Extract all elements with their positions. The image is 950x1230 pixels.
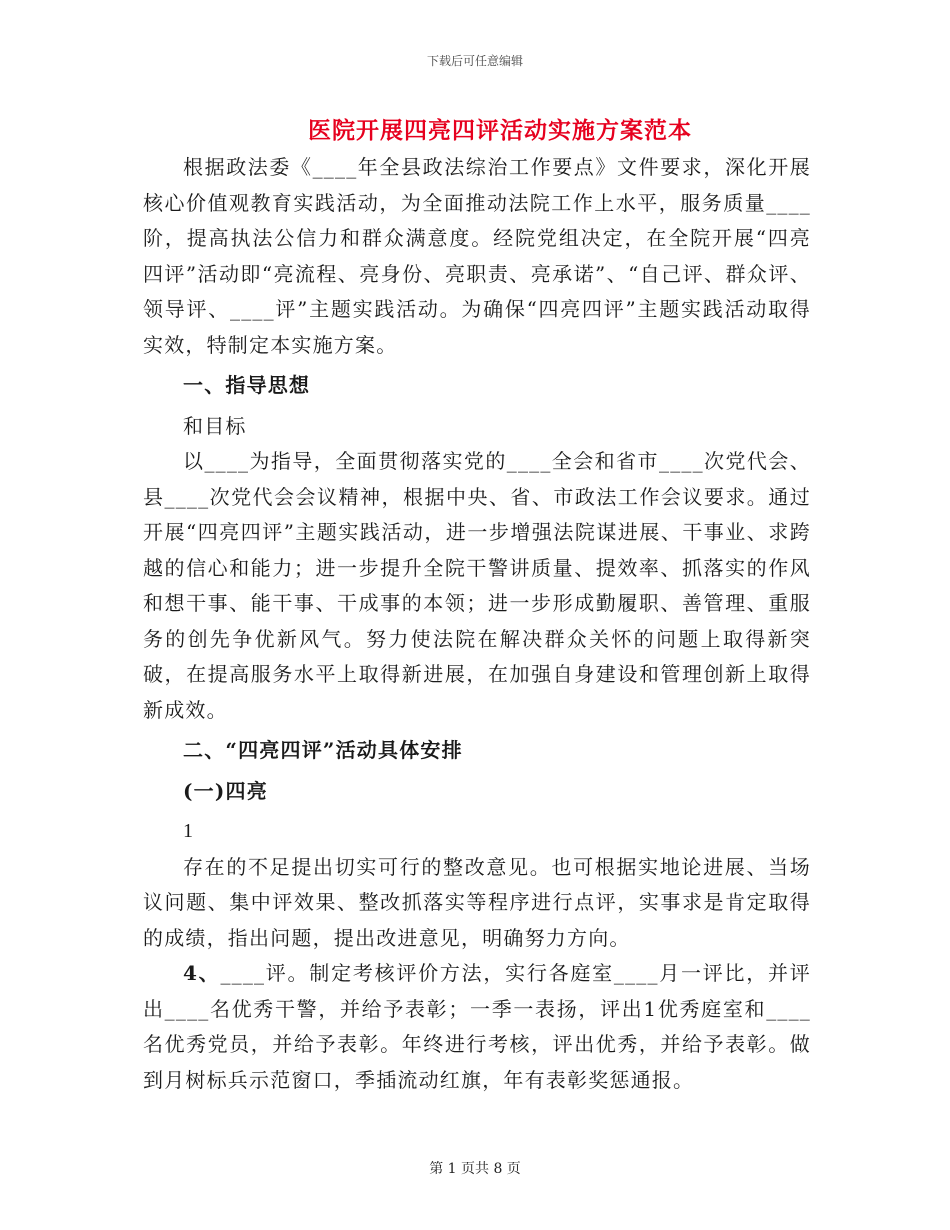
header-note: 下载后可任意编辑 xyxy=(426,54,523,68)
document-title: 医院开展四亮四评活动实施方案范本 xyxy=(308,117,692,144)
section-heading-1-continued: 和目标 xyxy=(183,413,247,438)
item-4-text: ____评。制定考核评价方法，实行各庭室____月一评比，并评出____名优秀干警，并给予表彰；一季一表扬，评出1优秀庭室和____名优秀党员，并给予表彰。年终进行考核，评出优秀，并给予表彰。做到月树标兵示范窗口，季插流动红旗，年有表彰奖惩通报。 xyxy=(143,961,811,1092)
item-number: 1 xyxy=(183,820,195,842)
guiding-paragraph: 以____为指导，全面贯彻落实党的____全会和省市____次党代会、县____次党代会会议精神，根据中央、省、市政法工作会议要求。通过开展“四亮四评”主题实践活动，进一步增强法院谋进展、干事业、求跨越的信心和能力；进一步提升全院干警讲质量、提效率、抓落实的作风和想干事、能干事、干成事的本领；进一步形成勤履职、善管理、重服务的创先争优新风气。努力使法院在解决群众关怀的问题上取得新突破，在提高服务水平上取得新进展，在加强自身建设和管理创新上取得新成效。 xyxy=(143,449,811,722)
section-heading-1: 一、指导思想 xyxy=(183,373,311,397)
intro-paragraph: 根据政法委《____年全县政法综治工作要点》文件要求，深化开展核心价值观教育实践活动，为全面推动法院工作上水平，服务质量____阶，提高执法公信力和群众满意度。经院党组决定，在全院开展“四亮四评”活动即“亮流程、亮身份、亮职责、亮承诺”、“自己评、群众评、领导评、____评”主题实践活动。为确保“四亮四评”主题实践活动取得实效，特制定本实施方案。 xyxy=(143,155,811,357)
document-body xyxy=(143,150,811,1098)
item-4-paragraph xyxy=(143,956,811,1098)
subsection-heading-1: (一)四亮 xyxy=(183,778,268,803)
evaluation-paragraph: 存在的不足提出切实可行的整改意见。也可根据实地论进展、当场议问题、集中评效果、整改抓落实等程序进行点评，实事求是肯定取得的成绩，指出问题，提出改进意见，明确努力方向。 xyxy=(143,854,811,950)
page-number: 第 1 页共 8 页 xyxy=(429,1161,521,1177)
section-heading-2: 二、“四亮四评”活动具体安排 xyxy=(183,738,463,762)
item-4-lead: 4、 xyxy=(183,961,221,985)
